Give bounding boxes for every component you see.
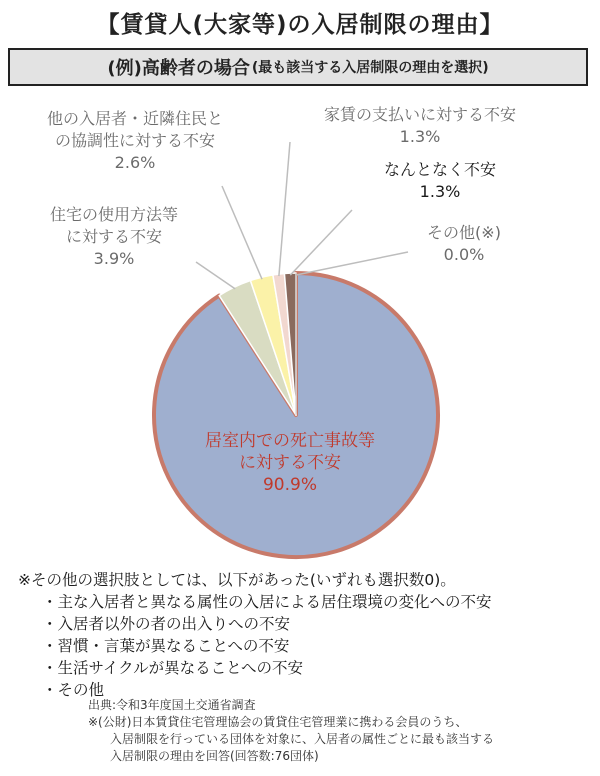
leader-neighbors: [222, 186, 262, 279]
label-neighbors-line1: 他の入居者・近隣住民と: [46, 109, 223, 128]
notes-item: ・生活サイクルが異なることへの不安: [42, 659, 304, 677]
label-usage-value: 3.9%: [93, 249, 135, 268]
notes-item: ・その他: [42, 681, 105, 699]
source-note-line: 入居制限を行っている団体を対象に、入居者の属性ごとに最も該当する: [110, 732, 495, 746]
notes-item: ・主な入居者と異なる属性の入居による居住環境の変化への不安: [42, 593, 492, 611]
subtitle-box: [8, 48, 588, 86]
label-usage: [14, 204, 214, 270]
page-title: 【賃貸人(大家等)の入居制限の理由】: [96, 12, 504, 38]
label-usage-line2: に対する不安: [65, 227, 162, 246]
label-death-line2: に対する不安: [239, 453, 341, 473]
label-vague-line1: なんとなく不安: [383, 160, 496, 179]
source-block: [88, 697, 588, 765]
label-neighbors-value: 2.6%: [114, 153, 156, 172]
label-vague-value: 1.3%: [419, 182, 461, 201]
leader-rent: [279, 142, 290, 276]
label-vague: [360, 159, 520, 203]
label-death-line1: 居室内での死亡事故等: [205, 431, 375, 451]
label-neighbors: [20, 108, 250, 174]
pie-slices: [154, 273, 438, 557]
notes-heading: ※その他の選択肢としては、以下があった(いずれも選択数0)。: [18, 571, 456, 589]
label-other-value: 0.0%: [443, 245, 485, 264]
label-rent-line1: 家賃の支払いに対する不安: [323, 105, 516, 124]
label-death-value: 90.9%: [262, 475, 317, 495]
subtitle-main: (例)高齢者の場合: [107, 58, 250, 79]
source-line: 出典:令和3年度国土交通省調査: [88, 698, 256, 712]
label-rent: [290, 104, 550, 148]
notes-item: ・入居者以外の者の出入りへの不安: [42, 615, 291, 633]
label-neighbors-line2: の協調性に対する不安: [54, 131, 215, 150]
label-rent-value: 1.3%: [399, 127, 441, 146]
source-note-line: ※(公財)日本賃貸住宅管理協会の賃貸住宅管理業に携わる会員のうち、: [88, 715, 468, 729]
label-other: [384, 222, 544, 266]
source-note-line: 入居制限の理由を回答(回答数:76団体): [110, 749, 319, 763]
notes: [18, 569, 593, 701]
subtitle-sub: (最も該当する入居制限の理由を選択): [251, 60, 489, 76]
label-usage-line1: 住宅の使用方法等: [49, 205, 178, 224]
label-other-line1: その他(※): [427, 223, 501, 242]
label-death: [190, 430, 390, 496]
notes-item: ・習慣・言葉が異なることへの不安: [42, 637, 290, 655]
